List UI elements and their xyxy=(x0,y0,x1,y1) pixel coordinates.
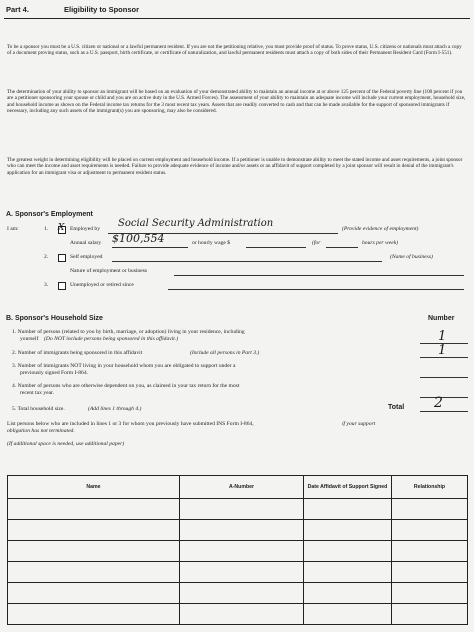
list-persons-text: List persons below who are included in lines 1 or 3 for whom you previously have submitted INS Form I-864, xyxy=(7,421,254,427)
relationship-cell[interactable] xyxy=(392,562,468,583)
name-cell[interactable] xyxy=(8,583,180,604)
paragraph-weight: The greatest weight in determining eligibility will be placed on current employment and household income. If a petitioner is unable to demonstrate ability to meet the stated income and asset requirements, a joint sponsor who can meet the income and asset requirements is needed. Failure to provide adequate evidence of income and/or assets or an affidavit of support completed by a joint sponsor will result in denial of the immigrant's application for an immigrant visa or adjustment to permanent resident status. xyxy=(7,157,463,176)
header-date-affidavit: Date Affidavit of Support Signed xyxy=(304,476,392,499)
item3-text: 3. Number of immigrants NOT living in your household whom you are obligated to support under a xyxy=(12,363,236,369)
hourly-wage-label: or hourly wage $ xyxy=(192,240,231,246)
hours-field-line[interactable] xyxy=(326,247,358,248)
item5-note: (Add lines 1 through 4.) xyxy=(88,406,142,412)
a-number-cell[interactable] xyxy=(180,583,304,604)
hourly-field-line[interactable] xyxy=(246,247,306,248)
header-a-number: A-Number xyxy=(180,476,304,499)
table-row xyxy=(8,562,468,583)
table-row xyxy=(8,520,468,541)
name-cell[interactable] xyxy=(8,604,180,625)
name-of-business-note: (Name of business) xyxy=(390,254,433,260)
item2-text: 2. Number of immigrants being sponsored in this affidavit xyxy=(12,350,143,356)
total-value: 2 xyxy=(434,395,443,411)
section-b-title: B. Sponsor's Household Size xyxy=(6,315,103,322)
relationship-cell[interactable] xyxy=(392,583,468,604)
unemployed-label: Unemployed or retired since xyxy=(70,282,134,288)
item-2-number: 2. xyxy=(44,254,49,260)
date-cell[interactable] xyxy=(304,499,392,520)
table-header-row xyxy=(8,476,468,499)
item4-text-2: recent tax year. xyxy=(20,390,55,396)
paragraph-citizenship: To be a sponsor you must be a U.S. citizen or national or a lawful permanent resident. If you are not the petitioning relative, you must provide proof of status. To prove status, U.S. citizens or nationals must attach a copy of a document proving status, such as a U.S. passport, birth certificate, or certificate of naturalization, and lawful permanent residents must attach a copy of both sides of their Permanent Resident Card (Form I-551). xyxy=(7,44,462,57)
item3-number-line[interactable] xyxy=(420,377,468,378)
relationship-cell[interactable] xyxy=(392,520,468,541)
item2-note: (Include all persons in Part 3.) xyxy=(190,350,260,356)
paragraph-determination: The determination of your ability to sponsor an immigrant will be based on an evaluation of your demonstrated ability to maintain an annual income at or above 125 percent of the Federal poverty line (100 percent if you are a petitioner sponsoring your spouse or child and you are on active duty in the U.S. Armed Forces). The assessment of your ability to maintain an adequate income will include your current employment, household size, and household income as shown on the Federal income tax returns for the 3 most recent tax years. Assets that are readily converted to cash and that can be made available for the support of sponsored immigrants if necessary, including any such assets of the immigrant(s) you are sponsoring, may also be considered. xyxy=(7,89,466,114)
a-number-cell[interactable] xyxy=(180,520,304,541)
additional-space-note: (If additional space is needed, use additional paper) xyxy=(7,441,125,447)
date-cell[interactable] xyxy=(304,541,392,562)
item1-value: 1 xyxy=(438,329,447,344)
date-cell[interactable] xyxy=(304,562,392,583)
employer-handwritten: Social Security Administration xyxy=(118,218,274,229)
date-cell[interactable] xyxy=(304,583,392,604)
table-row xyxy=(8,499,468,520)
relationship-cell[interactable] xyxy=(392,604,468,625)
total-label: Total xyxy=(388,404,405,411)
item3-text-2: previously signed Form I-864. xyxy=(20,370,89,376)
a-number-cell[interactable] xyxy=(180,562,304,583)
iam-label: I am: xyxy=(7,226,19,232)
part-title: Eligibility to Sponsor xyxy=(64,5,139,14)
section-a-title: A. Sponsor's Employment xyxy=(6,211,93,218)
relationship-cell[interactable] xyxy=(392,541,468,562)
relationship-cell[interactable] xyxy=(392,499,468,520)
table-row xyxy=(8,604,468,625)
a-number-cell[interactable] xyxy=(180,541,304,562)
list-persons-text-2: obligation has not terminated. xyxy=(7,428,75,434)
number-column-header: Number xyxy=(428,315,455,322)
item1-yourself: yourself xyxy=(20,336,39,342)
for-label: (for xyxy=(312,240,321,246)
hours-per-week-label: hours per week) xyxy=(362,240,399,246)
part-header xyxy=(4,4,470,19)
item4-number-line[interactable] xyxy=(420,397,468,398)
list-persons-italic: if your support xyxy=(342,421,376,427)
salary-field-line[interactable] xyxy=(112,247,188,248)
date-cell[interactable] xyxy=(304,604,392,625)
employed-by-label: Employed by xyxy=(70,226,100,232)
name-cell[interactable] xyxy=(8,541,180,562)
item5-text: 5. Total household size. xyxy=(12,406,65,412)
item1-text: 1. Number of persons (related to you by birth, marriage, or adoption) living in your residence, including xyxy=(12,329,245,335)
name-cell[interactable] xyxy=(8,562,180,583)
employed-check-mark: X xyxy=(58,223,65,233)
self-employed-checkbox[interactable] xyxy=(58,254,66,262)
header-relationship: Relationship xyxy=(392,476,468,499)
unemployed-since-line[interactable] xyxy=(168,289,464,290)
item2-value: 1 xyxy=(438,343,447,358)
salary-handwritten: $100,554 xyxy=(112,232,165,245)
header-name: Name xyxy=(8,476,180,499)
a-number-cell[interactable] xyxy=(180,499,304,520)
a-number-cell[interactable] xyxy=(180,604,304,625)
table-row xyxy=(8,583,468,604)
item-1-number: 1. xyxy=(44,226,49,232)
name-cell[interactable] xyxy=(8,499,180,520)
nature-field-line[interactable] xyxy=(174,275,464,276)
item1-note: (Do NOT include persons being sponsored in this affidavit.) xyxy=(44,336,179,342)
item-3-number: 3. xyxy=(44,282,49,288)
item4-text: 4. Number of persons who are otherwise dependent on you, as claimed in your tax return for the most xyxy=(12,383,240,389)
part-number: Part 4. xyxy=(6,5,29,14)
annual-salary-label: Annual salary xyxy=(70,240,102,246)
nature-of-employment-label: Nature of employment or business xyxy=(70,268,148,274)
sponsored-persons-table xyxy=(7,475,468,625)
business-name-line[interactable] xyxy=(112,261,382,262)
total-number-line[interactable] xyxy=(420,411,468,412)
table-row xyxy=(8,541,468,562)
self-employed-label: Self employed xyxy=(70,254,103,260)
date-cell[interactable] xyxy=(304,520,392,541)
name-cell[interactable] xyxy=(8,520,180,541)
unemployed-checkbox[interactable] xyxy=(58,282,66,290)
provide-evidence-note: (Provide evidence of employment) xyxy=(342,226,419,232)
